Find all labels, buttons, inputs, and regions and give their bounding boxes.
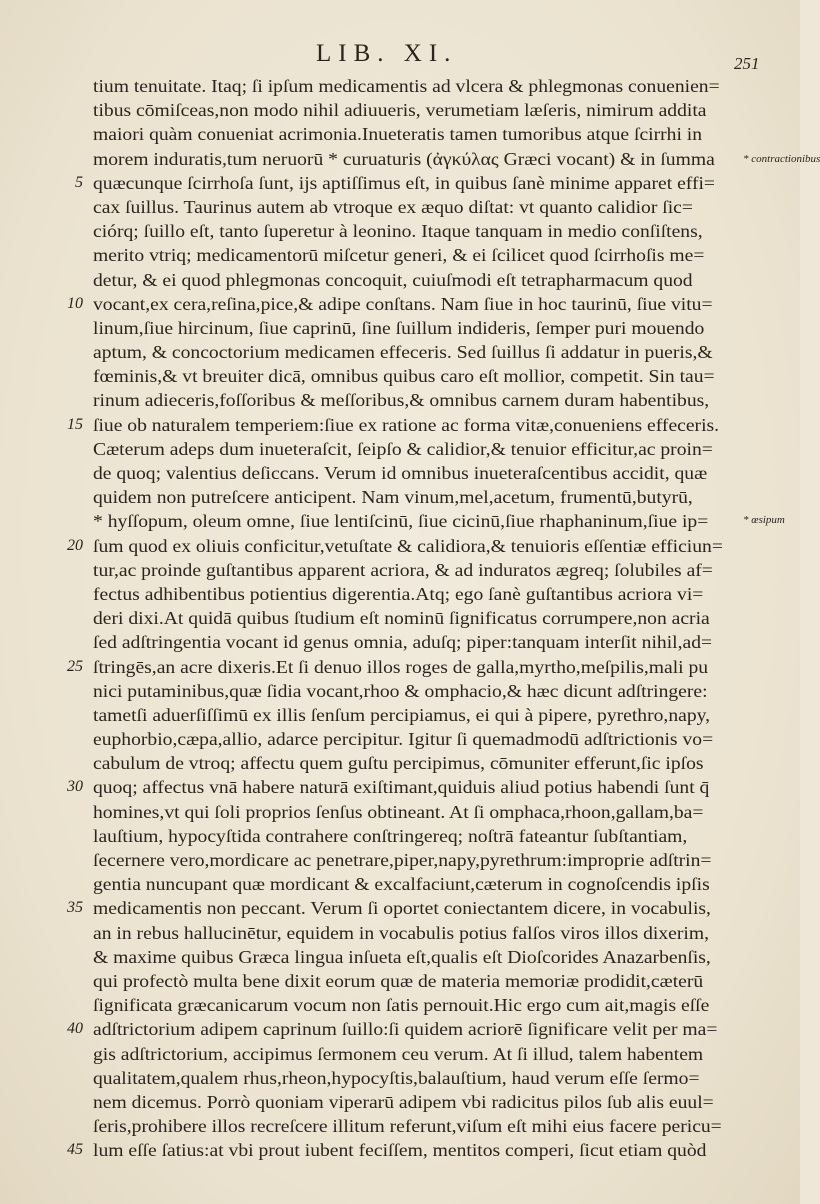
line-text: ſecernere vero,mordicare ac penetrare,piper,napy,pyrethrum:improprie adſtrin= — [93, 850, 712, 870]
running-head: LIB. XI. — [316, 40, 458, 67]
line-text: tium tenuitate. Itaq; ſi ipſum medicamentis ad vlcera & phlegmonas conuenien= — [93, 76, 720, 96]
line-text: rinum adieceris,foſſoribus & meſſoribus,& omnibus carnem duram habentibus, — [93, 390, 710, 411]
text-line — [93, 824, 729, 848]
line-text: qui profectò multa bene dixit eorum quæ de materia memoriæ prodidit,cæterū — [93, 970, 704, 991]
page-header — [0, 40, 800, 73]
line-text: linum,ſiue hircinum, ſiue caprinū, ſine ſuillum indideris, ſemper puri mouendo — [93, 317, 705, 338]
line-text: gentia nuncupant quæ mordicant & excalfaciunt,cæterum in cognoſcendis ipſis — [93, 874, 710, 895]
line-text: homines,vt qui ſoli proprios ſenſus obtineant. At ſi omphaca,rhoon,gallam,ba= — [93, 801, 704, 822]
text-line — [93, 1114, 729, 1138]
text-line — [93, 268, 729, 292]
line-text: euphorbio,cæpa,allio, adarce percipitur. Igitur ſi quemadmodū adſtrictionis vo= — [93, 729, 714, 750]
text-line — [93, 364, 729, 388]
text-line — [93, 1042, 729, 1066]
line-text: fœminis,& vt breuiter dicā, omnibus quibus caro eſt mollior, competit. Sin tau= — [93, 366, 715, 387]
line-text: nici putaminibus,quæ ſidia vocant,rhoo & omphacio,& hæc dicunt adſtringere: — [93, 680, 708, 701]
line-text: detur, & ei quod phlegmonas concoquit, cuiuſmodi eſt tetrapharmacum quod — [93, 269, 693, 290]
text-line — [93, 147, 820, 171]
text-line — [93, 195, 729, 219]
text-line — [67, 413, 729, 437]
text-line — [93, 509, 785, 533]
line-text: * hyſſopum, oleum omne, ſiue lentiſcinū, ſiue cicinū,ſiue rhaphaninum,ſiue ip= — [93, 511, 709, 532]
line-text: deri dixi.At quidā quibus ſtudium eſt nominū ſignificatus corrumpere,non acria — [93, 608, 710, 629]
line-number: 40 — [67, 1020, 83, 1038]
line-text: aptum, & concoctorium medicamen effeceris. Sed ſuillus ſi addatur in pueris,& — [93, 342, 713, 363]
text-line — [93, 630, 729, 654]
line-text: vocant,ex cera,reſina,pice,& adipe conſtans. Nam ſiue in hoc taurinū, ſiue vitu= — [93, 293, 713, 314]
line-text: maiori quàm conueniat acrimonia.Inueteratis tamen tumoribus atque ſcirrhi in — [93, 124, 703, 145]
line-text: ſiue ob naturalem temperiem:ſiue ex ratione ac forma vitæ,conueniens effeceris. — [93, 414, 720, 435]
text-line — [67, 775, 729, 799]
line-text: merito vtriq; medicamentorū miſcetur generi, & ei ſcilicet quod ſcirrhoſis me= — [93, 245, 705, 266]
line-text: ſignificata græcanicarum vocum non ſatis pernouit.Hic ergo cum ait,magis eſſe — [93, 995, 710, 1016]
line-text: ciórq; ſuillo eſt, tanto ſuperetur à leonino. Itaque tanquam in medio conſiſtens, — [93, 221, 703, 242]
text-line — [67, 534, 729, 558]
text-line — [93, 945, 729, 969]
text-line — [93, 751, 729, 775]
line-number: 35 — [67, 899, 83, 917]
margin-note: * œsipum — [743, 514, 785, 527]
text-line — [93, 703, 729, 727]
text-line — [93, 872, 729, 896]
line-text: tametſi aduerſiſſimū ex illis ſenſum percipiamus, ei qui à pipere, pyrethro,napy, — [93, 704, 711, 725]
text-line — [93, 243, 729, 267]
line-text: lum eſſe ſatius:at vbi prout iubent feciſſem, mentitos comperi, ſicut etiam quòd — [93, 1140, 707, 1161]
text-line — [93, 461, 729, 485]
text-line — [93, 122, 729, 146]
text-line — [67, 655, 729, 679]
text-line — [93, 98, 729, 122]
line-text: quidem non putreſcere anticipent. Nam vinum,mel,acetum, frumentū,butyrū, — [93, 487, 693, 508]
page-number: 251 — [734, 54, 760, 73]
text-line — [93, 340, 729, 364]
text-line — [93, 800, 729, 824]
line-text: de quoq; valentius deſiccans. Verum id omnibus inueteraſcentibus accidit, quæ — [93, 463, 708, 483]
text-line — [93, 219, 729, 243]
text-line — [93, 1066, 729, 1090]
line-number: 10 — [67, 294, 83, 312]
text-line — [93, 1090, 729, 1114]
text-line — [93, 679, 729, 703]
text-line — [93, 388, 729, 412]
line-number: 45 — [67, 1141, 83, 1159]
line-text: ſed adſtringentia vocant id genus omnia, aduſq; piper:tanquam interſit nihil,ad= — [93, 632, 713, 653]
line-text: fectus adhibentibus potientius digerentia.Atq; ego ſanè guſtantibus acriora vi= — [93, 583, 704, 604]
text-line — [93, 582, 729, 606]
line-text: Cæterum adeps dum inueteraſcit, ſeipſo & calidior,& tenuior efficitur,ac proin= — [93, 438, 713, 459]
line-text: ſum quod ex oliuis conficitur,vetuſtate & calidiora,& tenuioris eſſentiæ efficiun= — [93, 535, 723, 556]
line-text: quoq; affectus vnā habere naturā exiſtimant,quiduis aliud potius habendi ſunt q̄ — [93, 777, 710, 798]
line-text: an in rebus hallucinētur, equidem in vocabulis potius falſos viros illos dixerim, — [93, 922, 709, 943]
body-text — [67, 74, 820, 1162]
text-line — [93, 606, 729, 630]
text-line — [93, 485, 729, 509]
line-text: tibus cōmiſceas,non modo nihil adiuueris, verumetiam læſeris, nimirum addita — [93, 100, 707, 121]
line-text: adſtrictorium adipem caprinum ſuillo:ſi quidem acriorē ſignificare velit per ma= — [93, 1019, 718, 1040]
line-text: ſeris,prohibere illos recreſcere illitum referunt,viſum eſt mihi eius facere pericu= — [93, 1116, 722, 1137]
line-text: gis adſtrictorium, accipimus ſermonem ceu verum. At ſi illud, talem habentem — [93, 1043, 704, 1064]
text-line — [93, 437, 729, 461]
text-line — [93, 921, 729, 945]
line-text: morem induratis,tum neruorū * curuaturis (ἀγκύλας Græci vocant) & in ſumma — [93, 148, 715, 169]
text-line — [93, 558, 729, 582]
text-line — [93, 848, 729, 872]
text-line — [93, 316, 729, 340]
line-text: cax ſuillus. Taurinus autem ab vtroque ex æquo diſtat: vt quanto calidior ſic= — [93, 196, 693, 217]
text-line — [93, 969, 729, 993]
line-number: 15 — [67, 415, 83, 433]
text-line — [67, 292, 729, 316]
text-line — [93, 727, 729, 751]
text-line — [67, 1017, 729, 1041]
line-number: 30 — [67, 778, 83, 796]
line-number: 20 — [67, 536, 83, 554]
text-line — [67, 1138, 729, 1162]
line-text: medicamentis non peccant. Verum ſi oportet coniectantem dicere, in vocabulis, — [93, 898, 711, 919]
line-number: 25 — [67, 657, 83, 675]
line-text: tur,ac proinde guſtantibus apparent acriora, & ad induratos ægreq; ſolubiles af= — [93, 559, 713, 580]
line-text: nem dicemus. Porrò quoniam viperarū adipem vbi radicitus pilos ſub alis euul= — [93, 1091, 714, 1112]
text-line — [67, 896, 729, 920]
margin-note: * contractionibus — [743, 152, 820, 165]
line-number: 5 — [75, 173, 83, 191]
line-text: cabulum de vtroq; affectu quem guſtu percipimus, cōmuniter efferunt,ſic ipſos — [93, 753, 704, 774]
line-text: ſtringēs,an acre dixeris.Et ſi denuo illos roges de galla,myrtho,meſpilis,mali pu — [93, 656, 709, 677]
line-text: lauſtium, hypocyſtida contrahere conſtringereq; noſtrā fateantur ſubſtantiam, — [93, 825, 688, 846]
line-text: qualitatem,qualem rhus,rheon,hypocyſtis,balauſtium, haud verum eſſe ſermo= — [93, 1067, 700, 1088]
line-text: quæcunque ſcirrhoſa ſunt, ijs aptiſſimus eſt, in quibus ſanè minime apparet effi= — [93, 172, 715, 193]
text-line — [75, 171, 729, 195]
text-line — [93, 993, 729, 1017]
text-line — [93, 74, 729, 98]
line-text: & maxime quibus Græca lingua inſueta eſt,qualis eſt Dioſcorides Anazarbenſis, — [93, 946, 711, 967]
